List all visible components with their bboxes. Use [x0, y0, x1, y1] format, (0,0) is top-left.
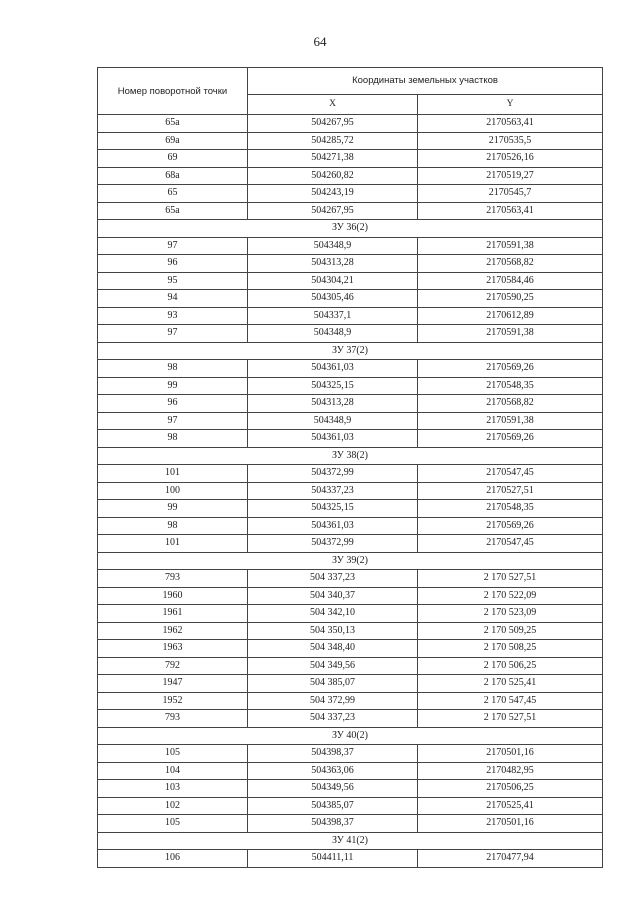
- section-row: [98, 727, 603, 745]
- table-row: [98, 692, 603, 710]
- section-label: ЗУ 41(2): [98, 832, 603, 850]
- point-number-cell: 97: [98, 412, 248, 430]
- y-coordinate-cell: 2170591,38: [418, 412, 603, 430]
- table-row: [98, 412, 603, 430]
- y-coordinate-cell: 2170547,45: [418, 535, 603, 553]
- y-coordinate-cell: 2170526,16: [418, 150, 603, 168]
- table-row: [98, 272, 603, 290]
- point-number-cell: 94: [98, 290, 248, 308]
- y-coordinate-cell: 2 170 522,09: [418, 587, 603, 605]
- y-coordinate-cell: 2170482,95: [418, 762, 603, 780]
- x-coordinate-cell: 504325,15: [248, 500, 418, 518]
- x-column-header: X: [248, 94, 418, 114]
- x-coordinate-cell: 504372,99: [248, 535, 418, 553]
- x-coordinate-cell: 504 337,23: [248, 570, 418, 588]
- point-number-cell: 97: [98, 325, 248, 343]
- x-coordinate-cell: 504 342,10: [248, 605, 418, 623]
- table-row: [98, 780, 603, 798]
- table-row: [98, 605, 603, 623]
- point-number-cell: 104: [98, 762, 248, 780]
- y-coordinate-cell: 2170591,38: [418, 325, 603, 343]
- page-number: 64: [313, 34, 327, 49]
- y-coordinate-cell: 2170525,41: [418, 797, 603, 815]
- x-coordinate-cell: 504 385,07: [248, 675, 418, 693]
- x-coordinate-cell: 504313,28: [248, 255, 418, 273]
- x-coordinate-cell: 504 350,13: [248, 622, 418, 640]
- x-coordinate-cell: 504361,03: [248, 360, 418, 378]
- point-number-cell: 105: [98, 815, 248, 833]
- table-row: [98, 430, 603, 448]
- x-coordinate-cell: 504 349,56: [248, 657, 418, 675]
- table-row: [98, 535, 603, 553]
- section-label: ЗУ 36(2): [98, 220, 603, 238]
- x-coordinate-cell: 504411,11: [248, 850, 418, 868]
- y-coordinate-cell: 2 170 527,51: [418, 570, 603, 588]
- y-coordinate-cell: 2170501,16: [418, 815, 603, 833]
- section-label: ЗУ 38(2): [98, 447, 603, 465]
- point-number-cell: 1961: [98, 605, 248, 623]
- x-coordinate-cell: 504372,99: [248, 465, 418, 483]
- point-number-cell: 101: [98, 465, 248, 483]
- x-coordinate-cell: 504 348,40: [248, 640, 418, 658]
- table-row: [98, 360, 603, 378]
- table-row: [98, 202, 603, 220]
- point-number-cell: 1952: [98, 692, 248, 710]
- point-number-cell: 96: [98, 395, 248, 413]
- y-coordinate-cell: 2170563,41: [418, 115, 603, 133]
- x-coordinate-cell: 504398,37: [248, 745, 418, 763]
- point-number-cell: 93: [98, 307, 248, 325]
- y-coordinate-cell: 2170535,5: [418, 132, 603, 150]
- y-coordinate-cell: 2 170 547,45: [418, 692, 603, 710]
- x-coordinate-cell: 504 340,37: [248, 587, 418, 605]
- x-coordinate-cell: 504 372,99: [248, 692, 418, 710]
- table-row: [98, 500, 603, 518]
- y-coordinate-cell: 2170506,25: [418, 780, 603, 798]
- x-coordinate-cell: 504243,19: [248, 185, 418, 203]
- point-number-cell: 1962: [98, 622, 248, 640]
- table-row: [98, 797, 603, 815]
- point-number-cell: 103: [98, 780, 248, 798]
- x-coordinate-cell: 504348,9: [248, 237, 418, 255]
- x-coordinate-cell: 504398,37: [248, 815, 418, 833]
- table-row: [98, 710, 603, 728]
- point-number-cell: 106: [98, 850, 248, 868]
- x-coordinate-cell: 504 337,23: [248, 710, 418, 728]
- table-row: [98, 570, 603, 588]
- table-row: [98, 167, 603, 185]
- x-coordinate-cell: 504260,82: [248, 167, 418, 185]
- point-number-cell: 96: [98, 255, 248, 273]
- table-row: [98, 517, 603, 535]
- x-coordinate-cell: 504267,95: [248, 115, 418, 133]
- y-coordinate-cell: 2170547,45: [418, 465, 603, 483]
- section-label: ЗУ 39(2): [98, 552, 603, 570]
- y-coordinate-cell: 2170548,35: [418, 500, 603, 518]
- y-coordinate-cell: 2170527,51: [418, 482, 603, 500]
- section-label: ЗУ 40(2): [98, 727, 603, 745]
- x-coordinate-cell: 504285,72: [248, 132, 418, 150]
- x-coordinate-cell: 504348,9: [248, 412, 418, 430]
- y-coordinate-cell: 2170519,27: [418, 167, 603, 185]
- x-coordinate-cell: 504337,23: [248, 482, 418, 500]
- x-coordinate-cell: 504271,38: [248, 150, 418, 168]
- table-row: [98, 762, 603, 780]
- y-coordinate-cell: 2170568,82: [418, 255, 603, 273]
- point-number-cell: 65: [98, 185, 248, 203]
- y-coordinate-cell: 2170591,38: [418, 237, 603, 255]
- y-coordinate-cell: 2170590,25: [418, 290, 603, 308]
- x-coordinate-cell: 504363,06: [248, 762, 418, 780]
- table-row: [98, 132, 603, 150]
- point-number-cell: 101: [98, 535, 248, 553]
- point-number-cell: 65а: [98, 115, 248, 133]
- table-row: [98, 850, 603, 868]
- point-number-cell: 98: [98, 517, 248, 535]
- y-coordinate-cell: 2170477,94: [418, 850, 603, 868]
- y-coordinate-cell: 2 170 527,51: [418, 710, 603, 728]
- x-coordinate-cell: 504304,21: [248, 272, 418, 290]
- table-row: [98, 640, 603, 658]
- section-row: [98, 220, 603, 238]
- point-number-cell: 68а: [98, 167, 248, 185]
- point-number-cell: 1947: [98, 675, 248, 693]
- x-coordinate-cell: 504313,28: [248, 395, 418, 413]
- point-number-header: Номер поворотной точки: [98, 68, 248, 115]
- y-coordinate-cell: 2170569,26: [418, 517, 603, 535]
- table-body: [98, 115, 603, 868]
- x-coordinate-cell: 504337,1: [248, 307, 418, 325]
- x-coordinate-cell: 504361,03: [248, 430, 418, 448]
- point-number-cell: 97: [98, 237, 248, 255]
- section-row: [98, 342, 603, 360]
- section-row: [98, 447, 603, 465]
- point-number-cell: 65а: [98, 202, 248, 220]
- table-row: [98, 395, 603, 413]
- y-coordinate-cell: 2170563,41: [418, 202, 603, 220]
- x-coordinate-cell: 504361,03: [248, 517, 418, 535]
- point-number-cell: 100: [98, 482, 248, 500]
- x-coordinate-cell: 504385,07: [248, 797, 418, 815]
- y-coordinate-cell: 2170501,16: [418, 745, 603, 763]
- table-row: [98, 377, 603, 395]
- y-coordinate-cell: 2170545,7: [418, 185, 603, 203]
- point-number-cell: 98: [98, 360, 248, 378]
- point-number-cell: 793: [98, 570, 248, 588]
- point-number-cell: 102: [98, 797, 248, 815]
- table-row: [98, 482, 603, 500]
- y-coordinate-cell: 2170569,26: [418, 430, 603, 448]
- point-number-cell: 792: [98, 657, 248, 675]
- x-coordinate-cell: 504325,15: [248, 377, 418, 395]
- point-number-cell: 69а: [98, 132, 248, 150]
- point-number-cell: 1960: [98, 587, 248, 605]
- table-header: [98, 68, 603, 115]
- table-row: [98, 815, 603, 833]
- table-row: [98, 622, 603, 640]
- y-coordinate-cell: 2 170 509,25: [418, 622, 603, 640]
- y-column-header: Y: [418, 94, 603, 114]
- x-coordinate-cell: 504349,56: [248, 780, 418, 798]
- y-coordinate-cell: 2170568,82: [418, 395, 603, 413]
- table-row: [98, 150, 603, 168]
- point-number-cell: 99: [98, 377, 248, 395]
- point-number-cell: 99: [98, 500, 248, 518]
- y-coordinate-cell: 2 170 506,25: [418, 657, 603, 675]
- section-row: [98, 552, 603, 570]
- point-number-cell: 793: [98, 710, 248, 728]
- section-row: [98, 832, 603, 850]
- table-row: [98, 255, 603, 273]
- table-row: [98, 675, 603, 693]
- coordinates-table: [97, 67, 603, 868]
- coordinates-header: Координаты земельных участков: [248, 68, 603, 95]
- point-number-cell: 98: [98, 430, 248, 448]
- x-coordinate-cell: 504305,46: [248, 290, 418, 308]
- y-coordinate-cell: 2 170 508,25: [418, 640, 603, 658]
- point-number-cell: 105: [98, 745, 248, 763]
- y-coordinate-cell: 2 170 523,09: [418, 605, 603, 623]
- table-row: [98, 465, 603, 483]
- section-label: ЗУ 37(2): [98, 342, 603, 360]
- table-row: [98, 587, 603, 605]
- y-coordinate-cell: 2170548,35: [418, 377, 603, 395]
- table-row: [98, 237, 603, 255]
- point-number-cell: 69: [98, 150, 248, 168]
- point-number-cell: 95: [98, 272, 248, 290]
- y-coordinate-cell: 2 170 525,41: [418, 675, 603, 693]
- table-row: [98, 290, 603, 308]
- y-coordinate-cell: 2170584,46: [418, 272, 603, 290]
- table-row: [98, 115, 603, 133]
- table-row: [98, 745, 603, 763]
- x-coordinate-cell: 504267,95: [248, 202, 418, 220]
- table-row: [98, 325, 603, 343]
- table-row: [98, 657, 603, 675]
- y-coordinate-cell: 2170612,89: [418, 307, 603, 325]
- point-number-cell: 1963: [98, 640, 248, 658]
- y-coordinate-cell: 2170569,26: [418, 360, 603, 378]
- table-row: [98, 307, 603, 325]
- x-coordinate-cell: 504348,9: [248, 325, 418, 343]
- table-row: [98, 185, 603, 203]
